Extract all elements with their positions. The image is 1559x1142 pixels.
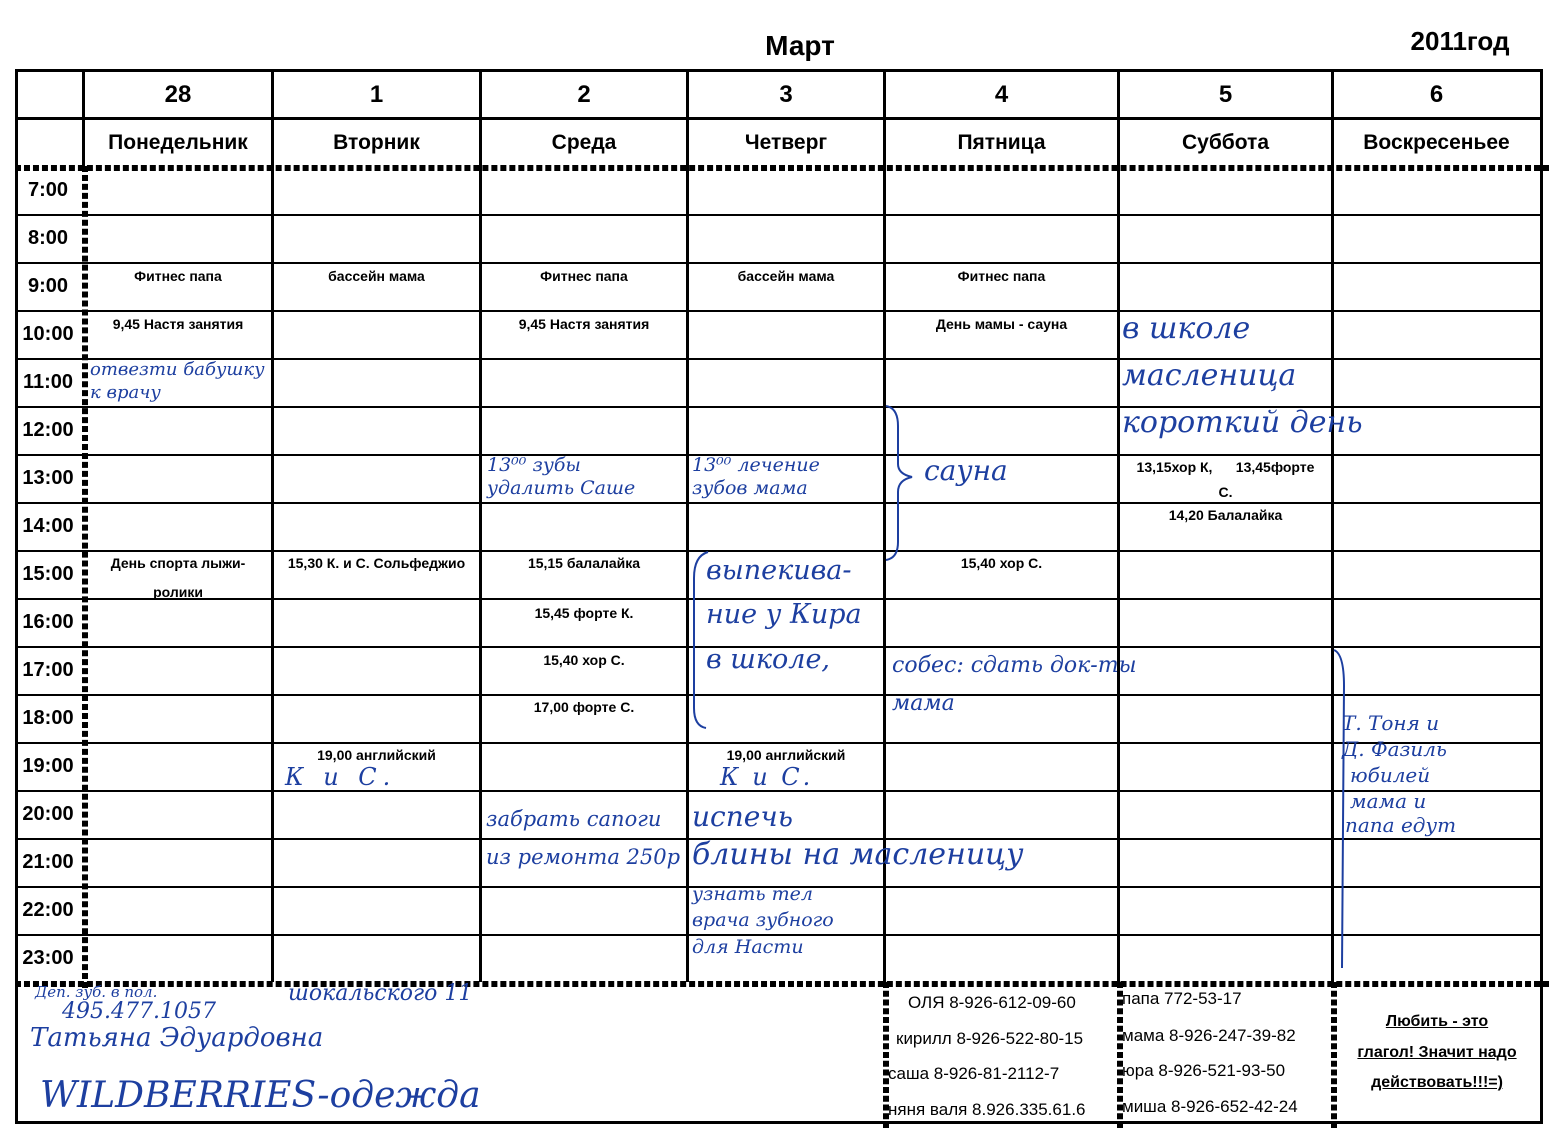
handwritten-note: юбилей: [1350, 763, 1431, 787]
brace-mark: [882, 402, 922, 564]
grid-line: [479, 69, 482, 982]
hour-label: 23:00: [22, 947, 74, 969]
date-thu: 3: [779, 81, 793, 108]
day-name-mon: Понедельник: [108, 131, 248, 154]
contact-line: юра 8-926-521-93-50: [1122, 1061, 1286, 1080]
handwritten-note: испечь: [692, 800, 793, 833]
date-sun: 6: [1429, 81, 1444, 108]
month-title: Март: [765, 30, 835, 61]
motto-line: Любить - это: [1385, 1013, 1489, 1030]
handwritten-note: шокальского 11: [288, 981, 473, 1006]
handwritten-note: К и С.: [285, 763, 397, 791]
handwritten-note: Д. Фазиль: [1342, 737, 1447, 761]
event-text: 15,30 К. и С. Сольфеджио: [287, 555, 466, 571]
handwritten-note: 13⁰⁰ зубы: [487, 454, 581, 476]
grid-line: [15, 262, 1543, 264]
grid-line: [1540, 69, 1543, 1124]
handwritten-note: удалить Саше: [487, 477, 636, 499]
grid-line: [15, 310, 1543, 312]
hour-label: 9:00: [27, 275, 69, 297]
hour-label: 7:00: [27, 179, 69, 201]
handwritten-note: короткий день: [1122, 405, 1363, 440]
event-text: 14,20 Балалайка: [1168, 507, 1283, 523]
handwritten-note: из ремонта 250р: [486, 845, 681, 869]
event-text: Фитнес папа: [134, 268, 222, 284]
grid-line: [15, 694, 1543, 696]
event-text: 15,15 балалайка: [527, 555, 641, 571]
hour-label: 14:00: [22, 515, 74, 537]
grid-line: [15, 502, 1543, 504]
handwritten-note: Деп. зуб. в пол.: [35, 983, 158, 1001]
hour-label: 21:00: [22, 851, 74, 873]
hour-label: 15:00: [22, 563, 74, 585]
day-name-fri: Пятница: [957, 131, 1046, 154]
event-text: Фитнес папа: [957, 268, 1046, 284]
contact-line: мама 8-926-247-39-82: [1122, 1026, 1296, 1045]
grid-line: [15, 214, 1543, 216]
handwritten-note: в школе,: [706, 644, 831, 675]
hour-label: 12:00: [22, 419, 74, 441]
event-text: 15,40 хор С.: [543, 652, 625, 668]
hour-label: 16:00: [22, 611, 74, 633]
grid-line: [686, 69, 689, 982]
handwritten-note: блины на масленицу: [692, 837, 1024, 872]
handwritten-note: для Насти: [692, 936, 804, 958]
date-fri: 4: [994, 81, 1009, 108]
day-name-sun: Воскресеньее: [1363, 131, 1510, 154]
date-tue: 1: [369, 81, 384, 108]
day-name-wed: Среда: [551, 131, 617, 154]
contact-line: миша 8-926-652-42-24: [1122, 1097, 1298, 1116]
event-text: День спорта лыжи-: [110, 555, 246, 571]
hour-label: 19:00: [22, 755, 74, 777]
event-text: С.: [1218, 484, 1233, 500]
contact-line: няня валя 8.926.335.61.6: [888, 1100, 1086, 1119]
brace-mark: [1330, 646, 1350, 976]
handwritten-note: Татьяна Эдуардовна: [30, 1023, 324, 1053]
day-name-thu: Четверг: [744, 131, 828, 154]
handwritten-note: в школе: [1122, 311, 1251, 346]
grid-line: [271, 69, 274, 982]
year-label: 2011год: [1410, 26, 1510, 56]
hour-label: 17:00: [22, 659, 74, 681]
handwritten-note: К и С.: [720, 763, 814, 791]
event-text: 9,45 Настя занятия: [518, 316, 650, 332]
handwritten-note: Т. Тоня и: [1342, 711, 1440, 735]
event-text: 15,40 хор С.: [960, 555, 1043, 571]
day-name-sat: Суббота: [1181, 131, 1270, 154]
handwritten-note: к врачу: [90, 382, 161, 403]
handwritten-note: зубов мама: [692, 477, 808, 499]
event-text: 19,00 английский: [726, 747, 846, 763]
handwritten-note: 13⁰⁰ лечение: [692, 454, 820, 476]
event-text: 15,45 форте К.: [534, 605, 634, 621]
motto-line: действовать!!!=): [1371, 1074, 1503, 1091]
hour-label: 10:00: [22, 323, 74, 345]
event-text: бассейн мама: [328, 268, 425, 284]
event-text: День мамы - сауна: [935, 316, 1068, 332]
hour-label: 20:00: [22, 803, 74, 825]
handwritten-note: масленица: [1122, 358, 1297, 393]
date-mon: 28: [164, 81, 192, 108]
grid-line: [15, 550, 1543, 552]
grid-line: [15, 1121, 1543, 1124]
hour-label: 18:00: [22, 707, 74, 729]
grid-line: [1117, 69, 1120, 982]
handwritten-note: папа едут: [1345, 813, 1457, 837]
motto-line: глагол! Значит надо: [1357, 1044, 1517, 1061]
handwritten-note: ние у Кира: [706, 599, 862, 630]
handwritten-note: забрать сапоги: [486, 807, 662, 831]
handwritten-note: мама: [892, 691, 955, 716]
event-text: 9,45 Настя занятия: [112, 316, 244, 332]
handwritten-note: выпекива-: [706, 555, 852, 586]
grid-line: [15, 742, 1543, 744]
handwritten-note: узнать тел: [692, 883, 813, 905]
hour-label: 13:00: [22, 467, 74, 489]
event-text: 17,00 форте С.: [533, 699, 635, 715]
handwritten-note: собес: сдать док-ты: [892, 653, 1137, 678]
hour-label: 8:00: [27, 227, 69, 249]
handwritten-note: сауна: [924, 454, 1008, 487]
contact-line: папа 772-53-17: [1122, 989, 1242, 1008]
event-text: 19,00 английский: [317, 747, 436, 763]
contact-line: кирилл 8-926-522-80-15: [896, 1029, 1084, 1048]
date-wed: 2: [577, 81, 591, 108]
handwritten-note: врача зубного: [692, 909, 834, 931]
event-text: бассейн мама: [737, 268, 835, 284]
contact-line: ОЛЯ 8-926-612-09-60: [908, 993, 1076, 1012]
hour-label: 11:00: [22, 371, 74, 393]
hour-label: 22:00: [22, 899, 74, 921]
handwritten-note: WILDBERRIES-одежда: [40, 1075, 481, 1116]
grid-line: [15, 981, 1549, 987]
grid-line: [82, 166, 88, 988]
day-name-tue: Вторник: [333, 131, 420, 154]
date-sat: 5: [1218, 81, 1233, 108]
event-text: ролики: [153, 584, 203, 600]
handwritten-note: отвезти бабушку: [90, 359, 265, 380]
handwritten-note: мама и: [1350, 789, 1427, 813]
handwritten-note: 495.477.1057: [62, 999, 216, 1024]
event-text: 13,15хор К, 13,45форте: [1136, 459, 1315, 475]
contact-line: саша 8-926-81-2112-7: [888, 1064, 1060, 1083]
event-text: Фитнес папа: [540, 268, 628, 284]
